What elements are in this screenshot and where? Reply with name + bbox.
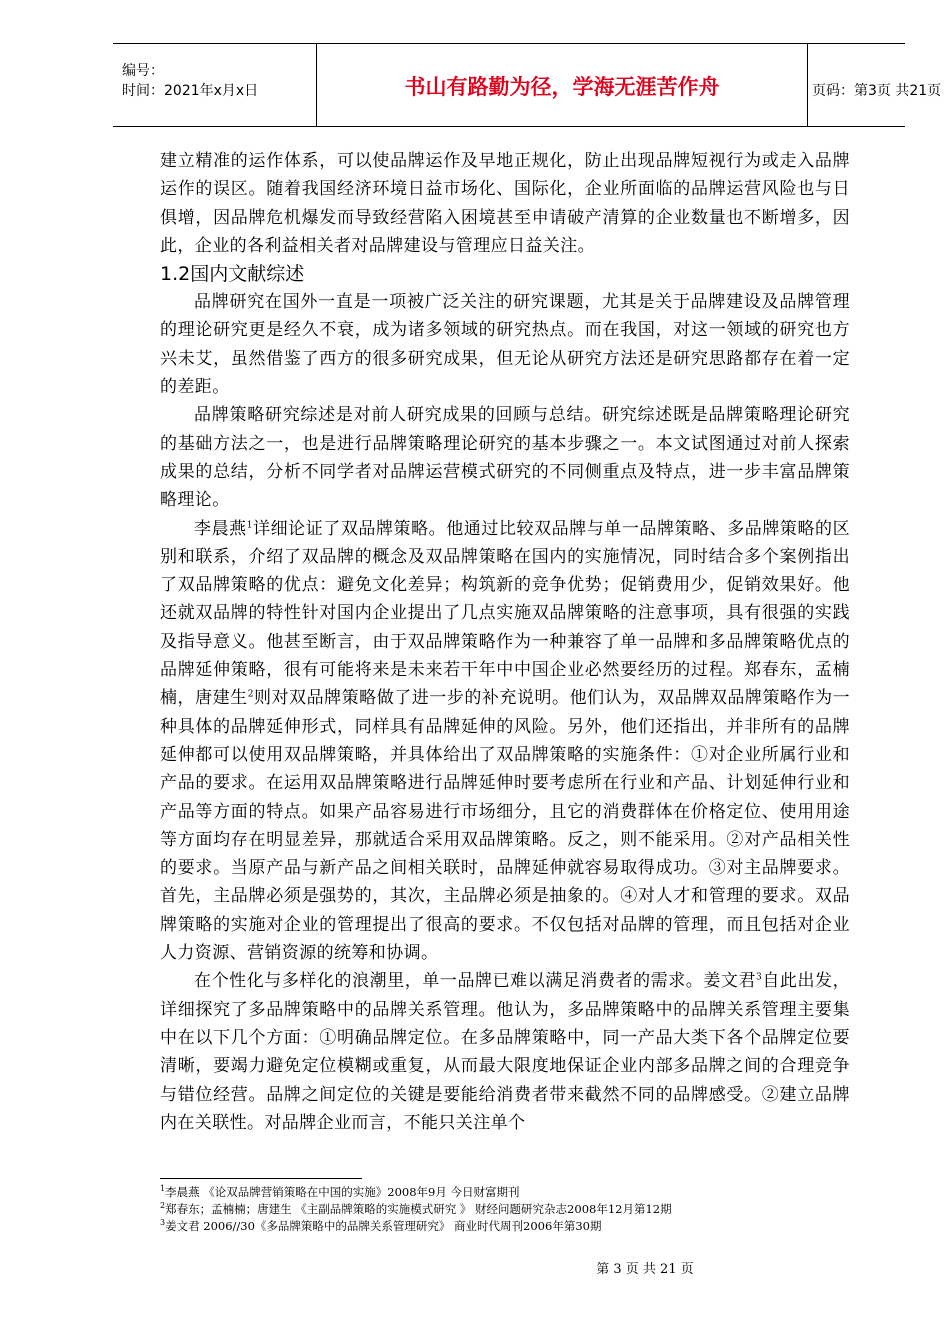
footnote	[160, 1218, 850, 1235]
footnote-number: 1	[160, 1184, 166, 1194]
header-number-label: 编号：	[122, 63, 164, 79]
header-time-label: 时间：2021年x月x日	[122, 83, 259, 99]
footnote-number: 3	[160, 1218, 166, 1228]
section-heading: 1.2国内文献综述	[160, 263, 305, 286]
paragraph	[160, 967, 850, 1137]
page-header	[113, 43, 942, 127]
footnote-separator	[160, 1178, 362, 1179]
footnote-ref[interactable]: 3	[756, 972, 763, 983]
footnote	[160, 1184, 850, 1201]
header-motto: 书山有路勤为径，学海无涯苦作舟	[404, 75, 720, 99]
footnotes	[160, 1184, 850, 1235]
paragraph-text: 详细论证了双品牌策略。他通过比较双品牌与单一品牌策略、多品牌策略的区别和联系，介绍了双品牌的概念及双品牌策略在国内的实施情况，同时结合多个案例指出了双品牌策略的优点：避免文化差异；构筑新的竞争优势；促销费用少，促销效果好。他还就双品牌的特性针对国内企业提出了几点实施双品牌策略的注意事项，具有很强的实践及指导意义。他甚至断言，由于双品牌策略作为一种兼容了单一品牌和多品牌策略优点的品牌延伸策略，很有可能将来是未来若干年中中国企业必然要经历的过程。郑春东，孟楠楠，唐建生	[160, 518, 850, 709]
footnote-number: 2	[160, 1201, 166, 1211]
document-body	[160, 147, 850, 1137]
footnote-ref[interactable]: 1	[246, 519, 253, 530]
paragraph: 品牌研究在国外一直是一项被广泛关注的研究课题，尤其是关于品牌建设及品牌管理的理论研究更是经久不衰，成为诸多领域的研究热点。而在我国，对这一领域的研究也方兴未艾，虽然借鉴了西方的很多研究成果，但无论从研究方法还是研究思路都存在着一定的差距。	[160, 292, 850, 398]
paragraph-text: 李晨燕	[194, 518, 247, 539]
header-middle-cell	[316, 44, 808, 126]
footnote-text: 李晨燕 《论双品牌营销策略在中国的实施》2008年9月 今日财富期刊	[165, 1185, 520, 1199]
paragraph-continuation: 建立精准的运作体系，可以使品牌运作及早地正规化，防止出现品牌短视行为或走入品牌运作的误区。随着我国经济环境日益市场化、国际化，企业所面临的品牌运营风险也与日俱增，因品牌危机爆发而导致经营陷入困境甚至申请破产清算的企业数量也不断增多，因此，企业的各利益相关者对品牌建设与管理应日益关注。	[160, 151, 850, 256]
paragraph-text: 在个性化与多样化的浪潮里，单一品牌已难以满足消费者的需求。姜文君	[194, 971, 757, 992]
footnote-text: 郑春东；孟楠楠；唐建生 《主副品牌策略的实施模式研究 》 财经问题研究杂志2008年12月第12期	[165, 1202, 672, 1216]
paragraph: 品牌策略研究综述是对前人研究成果的回顾与总结。研究综述既是品牌策略理论研究的基础方法之一，也是进行品牌策略理论研究的基本步骤之一。本文试图通过对前人探索成果的总结，分析不同学者对品牌运营模式研究的不同侧重点及特点，进一步丰富品牌策略理论。	[160, 405, 850, 511]
footnote-ref[interactable]: 2	[247, 689, 254, 700]
footnote	[160, 1201, 850, 1218]
paragraph-text: 则对双品牌策略做了进一步的补充说明。他们认为，双品牌双品牌策略作为一种具体的品牌延伸形式，同样具有品牌延伸的风险。另外，他们还指出，并非所有的品牌延伸都可以使用双品牌策略，并具体给出了双品牌策略的实施条件：①对企业所属行业和产品的要求。在运用双品牌策略进行品牌延伸时要考虑所在行业和产品、计划延伸行业和产品等方面的特点。如果产品容易进行市场细分，且它的消费群体在价格定位、使用用途等方面均存在明显差异，那就适合采用双品牌策略。反之，则不能采用。②对产品相关性的要求。当原产品与新产品之间相关联时，品牌延伸就容易取得成功。③对主品牌要求。首先，主品牌必须是强势的，其次，主品牌必须是抽象的。④对人才和管理的要求。双品牌策略的实施对企业的管理提出了很高的要求。不仅包括对品牌的管理，而且包括对企业人力资源、营销资源的统筹和协调。	[160, 688, 851, 964]
header-right-cell	[806, 44, 942, 126]
paragraph	[160, 515, 850, 968]
header-page-info: 页码：第3页 共21页	[812, 83, 942, 99]
page-footer: 第 3 页 共 21 页	[596, 1262, 694, 1277]
header-left-cell	[113, 44, 316, 126]
footnote-text: 姜文君 2006//30《多品牌策略中的品牌关系管理研究》 商业时代周刊2006年第30期	[165, 1219, 602, 1233]
paragraph-text: 自此出发，详细探究了多品牌策略中的品牌关系管理。他认为，多品牌策略中的品牌关系管理主要集中在以下几个方面：①明确品牌定位。在多品牌策略中，同一产品大类下各个品牌定位要清晰，要竭力避免定位模糊或重复，从而最大限度地保证企业内部多品牌之间的合理竞争与错位经营。品牌之间定位的关键是要能给消费者带来截然不同的品牌感受。②建立品牌内在关联性。对品牌企业而言，不能只关注单个	[160, 971, 850, 1133]
